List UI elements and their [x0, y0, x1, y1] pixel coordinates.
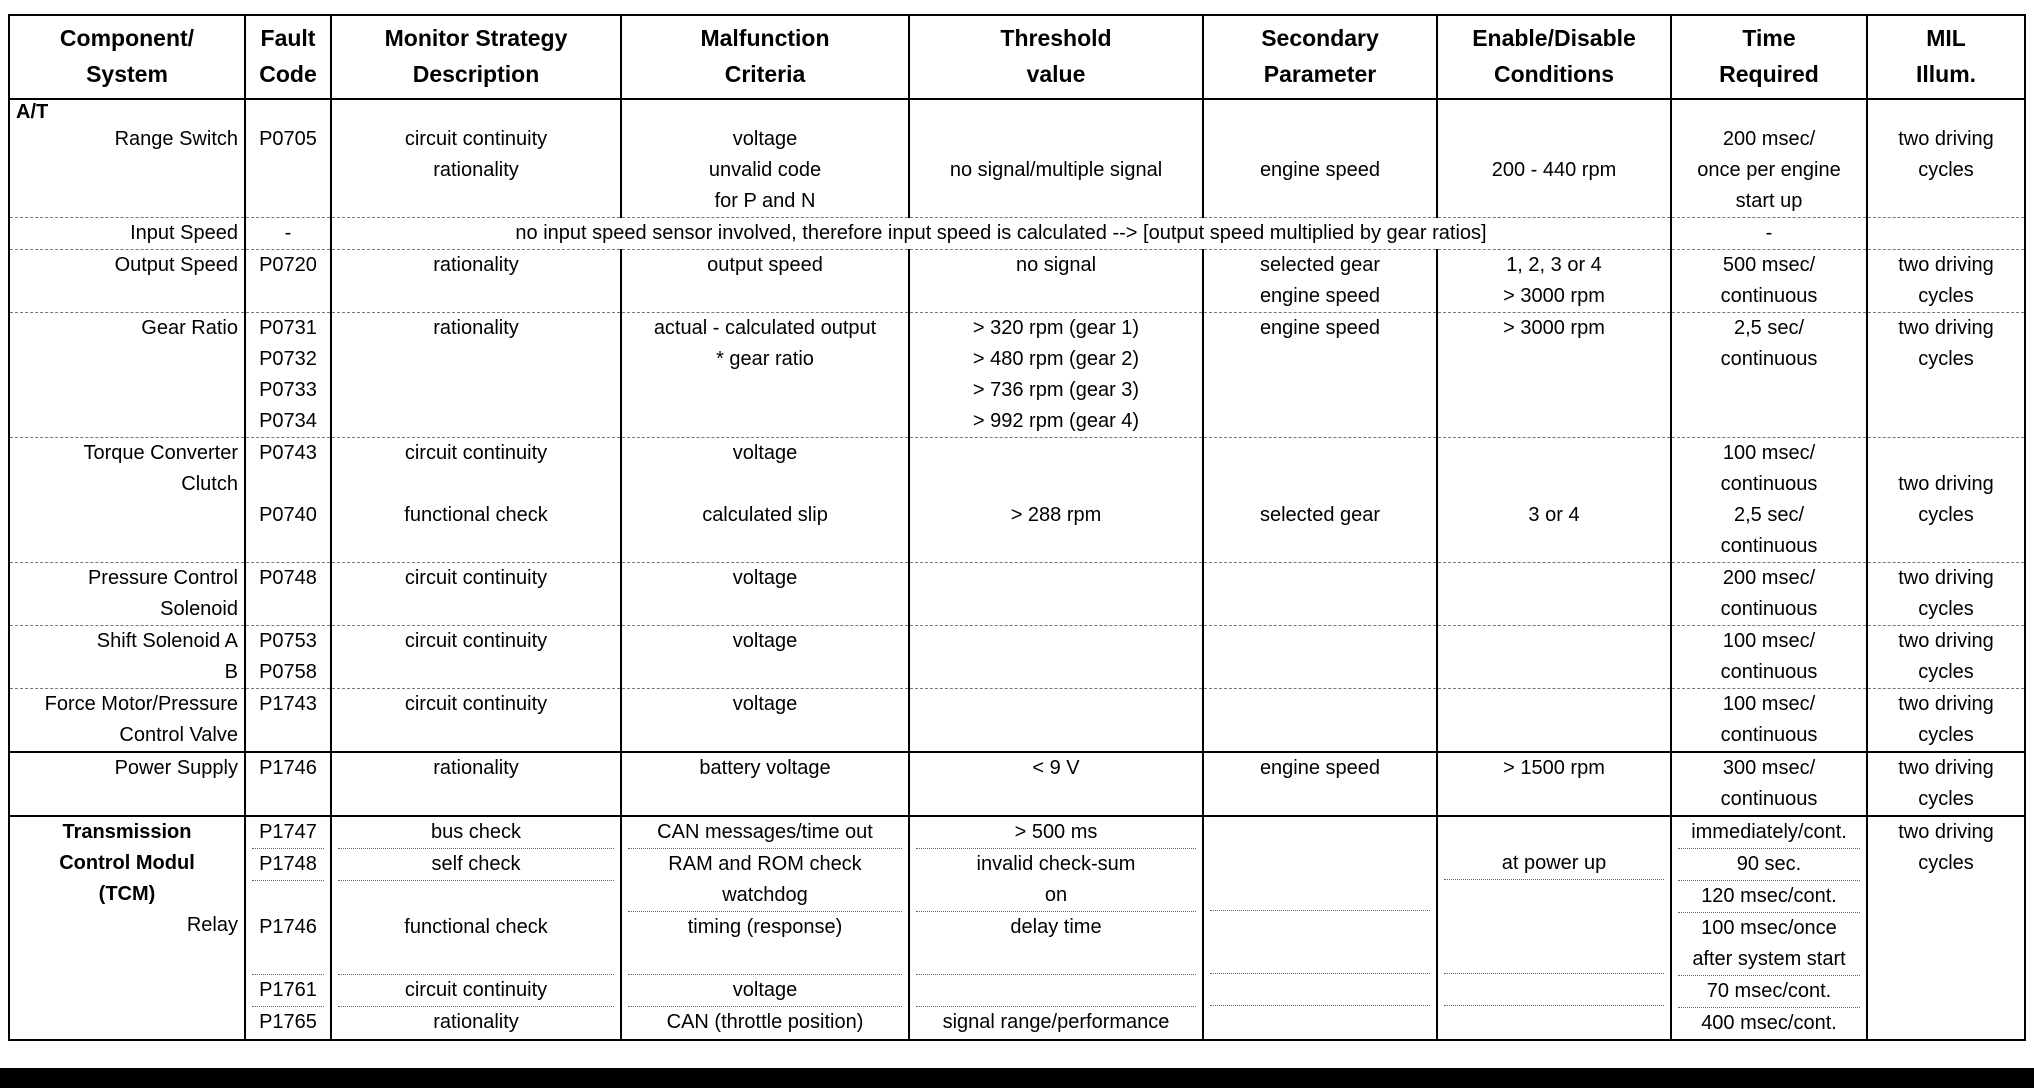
mil-cell: two driving cycles [1867, 99, 2025, 218]
table-row-shift-solenoid: Shift Solenoid A B P0753 P0758 circuit continuity voltage 100 msec/ continuous two driving cycles [9, 626, 2025, 689]
malfunction-cell: voltage unvalid code for P and N [621, 99, 909, 218]
secondary-cell: engine speed [1203, 99, 1437, 218]
table-row-range-switch [9, 99, 2025, 218]
header-secondary: Secondary Parameter [1203, 15, 1437, 99]
obd-monitor-table [8, 14, 2026, 1041]
table-row-tcm [9, 816, 2025, 1040]
header-component: Component/ System [9, 15, 245, 99]
table-row-power-supply: Power Supply P1746 rationality battery voltage < 9 V engine speed > 1500 rpm 300 msec/ continuous two driving cycles [9, 752, 2025, 816]
obd-table-sheet [8, 14, 2024, 1054]
time-cell: 200 msec/ once per engine start up [1671, 99, 1867, 218]
tcm-monitors: bus check self check functional check circuit continuity rationality [331, 816, 621, 1040]
table-row-output-speed: Output Speed P0720 rationality output speed no signal selected gear engine speed 1, 2, 3 or 4 > 3000 rpm 500 msec/ continuous two driving cycles [9, 250, 2025, 313]
input-speed-note: no input speed sensor involved, therefore input speed is calculated --> [output speed multiplied by gear ratios] [331, 218, 1671, 250]
fault-code-cell: P0705 [245, 99, 331, 218]
header-fault-code: Fault Code [245, 15, 331, 99]
threshold-cell: no signal/multiple signal [909, 99, 1203, 218]
component-cell: A/T Range Switch [9, 99, 245, 218]
table-row-gear-ratio: Gear Ratio P0731 P0732 P0733 P0734 rationality actual - calculated output * gear ratio > 320 rpm (gear 1) > 480 rpm (gear 2) > 736 rpm (gear 3) > 992 rpm (gear 4) engine speed > 3000 rpm 2,5 sec/ continuous two driving cycles [9, 313, 2025, 438]
tcm-malfunctions: CAN messages/time out RAM and ROM check watchdog timing (response) voltage CAN (throttle position) [621, 816, 909, 1040]
header-row [9, 15, 2025, 99]
table-row-force-motor: Force Motor/Pressure Control Valve P1743 circuit continuity voltage 100 msec/ continuous two driving cycles [9, 689, 2025, 753]
tcm-thresholds: > 500 ms invalid check-sum on delay time signal range/performance [909, 816, 1203, 1040]
header-malfunction: Malfunction Criteria [621, 15, 909, 99]
section-title-at: A/T [16, 101, 49, 123]
header-mil: MIL Illum. [1867, 15, 2025, 99]
table-row-pressure-control: Pressure Control Solenoid P0748 circuit continuity voltage 200 msec/ continuous two driving cycles [9, 563, 2025, 626]
header-enable: Enable/Disable Conditions [1437, 15, 1671, 99]
table-row-torque-converter: Torque Converter Clutch P0743 P0740 circuit continuity functional check voltage calculated slip > 288 rpm selected gear 3 or 4 100 msec/ continuous 2,5 sec/ continuous two driving cycles [9, 438, 2025, 563]
header-monitor: Monitor Strategy Description [331, 15, 621, 99]
tcm-times: immediately/cont. 90 sec. 120 msec/cont. 100 msec/once after system start 70 msec/cont. 400 msec/cont. [1671, 816, 1867, 1040]
tcm-component-cell: Transmission Control Modul (TCM) Relay [9, 816, 245, 1040]
monitor-cell: circuit continuity rationality [331, 99, 621, 218]
header-time: Time Required [1671, 15, 1867, 99]
tcm-codes: P1747 P1748 P1746 P1761 P1765 [245, 816, 331, 1040]
bottom-black-bar [0, 1068, 2034, 1088]
tcm-enable: at power up [1437, 816, 1671, 1040]
header-threshold: Threshold value [909, 15, 1203, 99]
enable-cell: 200 - 440 rpm [1437, 99, 1671, 218]
table-row-input-speed: Input Speed - no input speed sensor involved, therefore input speed is calculated --> [output speed multiplied by gear ratios] - [9, 218, 2025, 250]
tcm-mil: two driving cycles [1867, 816, 2025, 1040]
tcm-secondary [1203, 816, 1437, 1040]
